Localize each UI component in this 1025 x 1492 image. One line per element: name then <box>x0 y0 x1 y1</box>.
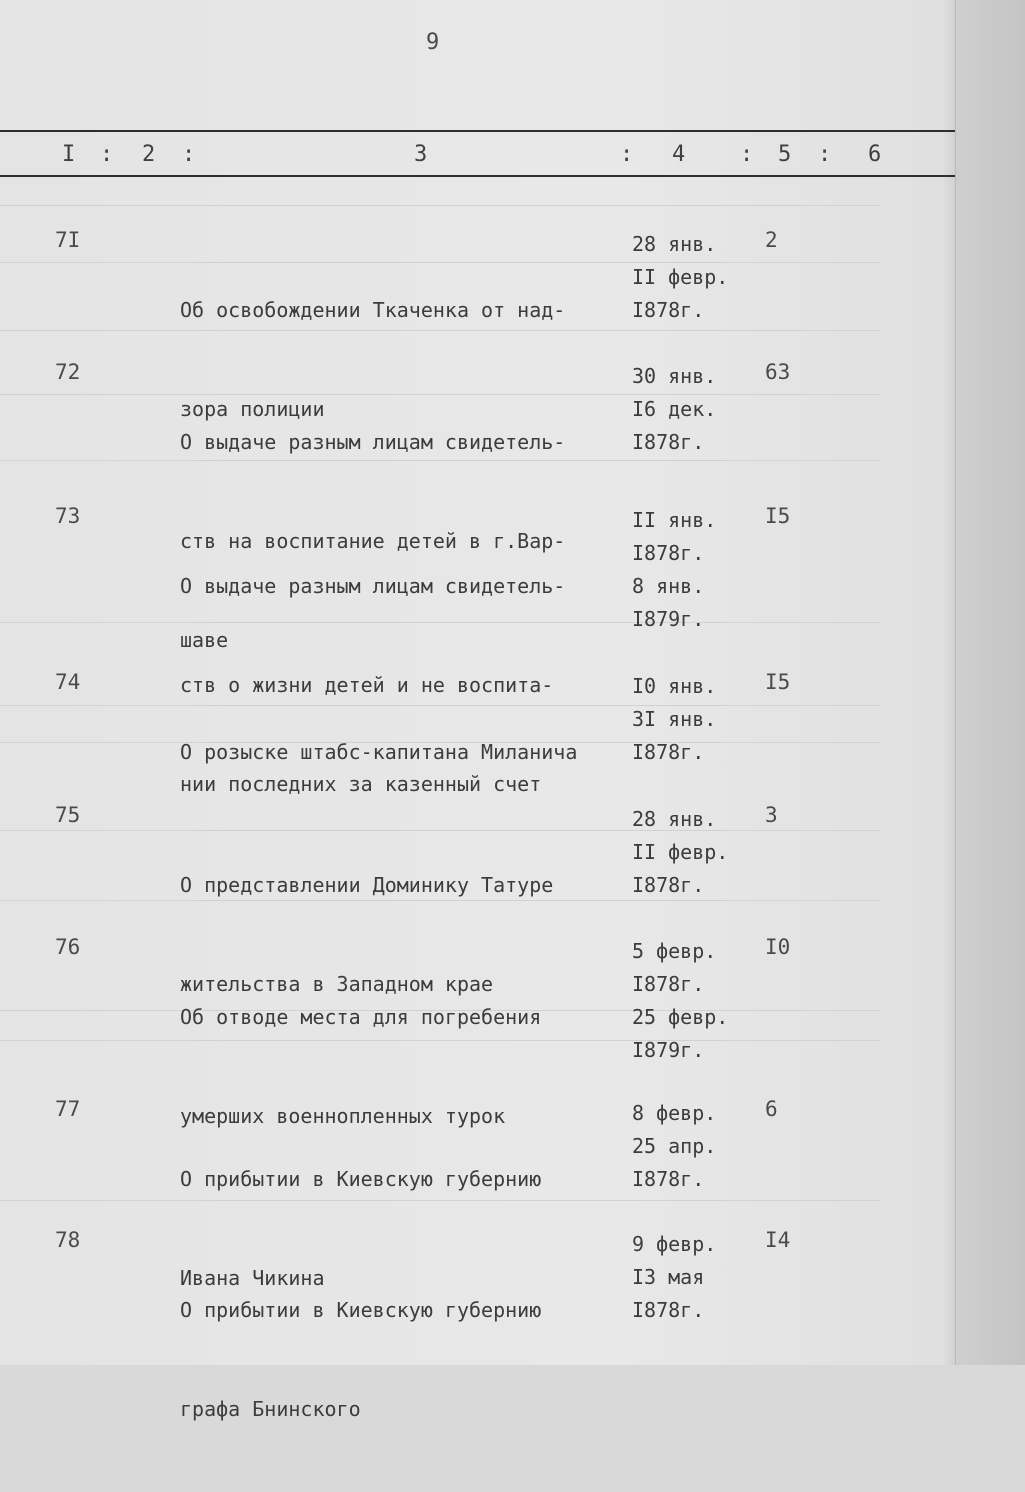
date-line: I878г. <box>632 1167 705 1191</box>
entry-number: 77 <box>55 1097 81 1121</box>
entry-sheets: 2 <box>765 228 778 252</box>
entry-dates <box>632 360 716 459</box>
page-number: 9 <box>426 30 440 55</box>
date-line: I878г. <box>632 873 705 897</box>
entry-dates <box>632 1097 716 1196</box>
title-line: Об освобождении Ткаченка от над- <box>180 298 566 322</box>
column-4-header: 4 <box>672 142 686 167</box>
entry-dates <box>632 935 728 1067</box>
title-line: О выдаче разным лицам свидетель- <box>180 430 566 454</box>
date-line: 25 февр. <box>632 1005 729 1029</box>
date-line: I878г. <box>632 298 705 322</box>
title-line: Ивана Чикина <box>180 1266 325 1290</box>
column-3-header: 3 <box>414 142 428 167</box>
column-6-header: 6 <box>868 142 882 167</box>
column-separator: : <box>182 142 196 167</box>
entry-number: 74 <box>55 670 81 694</box>
entry-dates <box>632 803 728 902</box>
entry-title <box>180 1228 640 1492</box>
date-line: 25 апр. <box>632 1134 717 1158</box>
date-line: II янв. <box>632 508 717 532</box>
date-line: I6 дек. <box>632 397 717 421</box>
date-line: I878г. <box>632 1298 705 1322</box>
date-line: 30 янв. <box>632 364 717 388</box>
date-line: I879г. <box>632 1038 705 1062</box>
date-line: I878г. <box>632 740 705 764</box>
column-5-header: 5 <box>778 142 792 167</box>
date-line: 28 янв. <box>632 807 717 831</box>
title-line: нии последних за казенный счет <box>180 772 542 796</box>
column-separator: : <box>100 142 114 167</box>
entry-sheets: I5 <box>765 504 791 528</box>
next-page-edge <box>955 0 1025 1365</box>
entry-sheets: 6 <box>765 1097 778 1121</box>
date-line: I878г. <box>632 430 705 454</box>
title-line: О выдаче разным лицам свидетель- <box>180 574 566 598</box>
header-rule-top <box>0 130 955 132</box>
date-line: I878г. <box>632 541 705 565</box>
entry-dates <box>632 670 716 769</box>
date-line: 5 февр. <box>632 939 717 963</box>
date-line: 3I янв. <box>632 707 717 731</box>
date-line: 28 янв. <box>632 232 717 256</box>
title-line: жительства в Западном крае <box>180 972 494 996</box>
column-1-header: I <box>62 142 76 167</box>
title-line: умерших военнопленных турок <box>180 1104 506 1128</box>
date-line: 9 февр. <box>632 1232 717 1256</box>
date-line: 8 февр. <box>632 1101 717 1125</box>
date-line: I3 мая <box>632 1265 705 1289</box>
entry-number: 73 <box>55 504 81 528</box>
header-rule-bottom <box>0 175 955 177</box>
entry-sheets: I5 <box>765 670 791 694</box>
entry-dates <box>632 1228 716 1327</box>
date-line: I878г. <box>632 972 705 996</box>
entry-number: 72 <box>55 360 81 384</box>
entry-number: 7I <box>55 228 81 252</box>
title-line: Об отводе места для погребения <box>180 1005 542 1029</box>
column-separator: : <box>818 142 832 167</box>
title-line: О представлении Доминику Татуре <box>180 873 554 897</box>
title-line: ств на воспитание детей в г.Вар- <box>180 529 566 553</box>
entry-number: 76 <box>55 935 81 959</box>
date-line: 8 янв. <box>632 574 705 598</box>
title-line: зора полиции <box>180 397 325 421</box>
entry-sheets: I0 <box>765 935 791 959</box>
entry-dates <box>632 504 716 636</box>
title-line: О прибытии в Киевскую губернию <box>180 1167 542 1191</box>
entry-number: 78 <box>55 1228 81 1252</box>
entry-sheets: I4 <box>765 1228 791 1252</box>
entry-sheets: 3 <box>765 803 778 827</box>
date-line: II февр. <box>632 840 729 864</box>
column-separator: : <box>620 142 634 167</box>
title-line: О розыске штабс-капитана Миланича <box>180 740 578 764</box>
date-line: II февр. <box>632 265 729 289</box>
date-line: I0 янв. <box>632 674 717 698</box>
date-line: I879г. <box>632 607 705 631</box>
title-line: шаве <box>180 628 229 652</box>
entry-number: 75 <box>55 803 81 827</box>
column-2-header: 2 <box>142 142 156 167</box>
entry-sheets: 63 <box>765 360 791 384</box>
entry-dates <box>632 228 728 327</box>
ruled-line <box>0 205 880 206</box>
title-line: О прибытии в Киевскую губернию <box>180 1298 542 1322</box>
column-separator: : <box>740 142 754 167</box>
title-line: ств о жизни детей и не воспита- <box>180 673 554 697</box>
title-line: графа Бнинского <box>180 1397 361 1421</box>
